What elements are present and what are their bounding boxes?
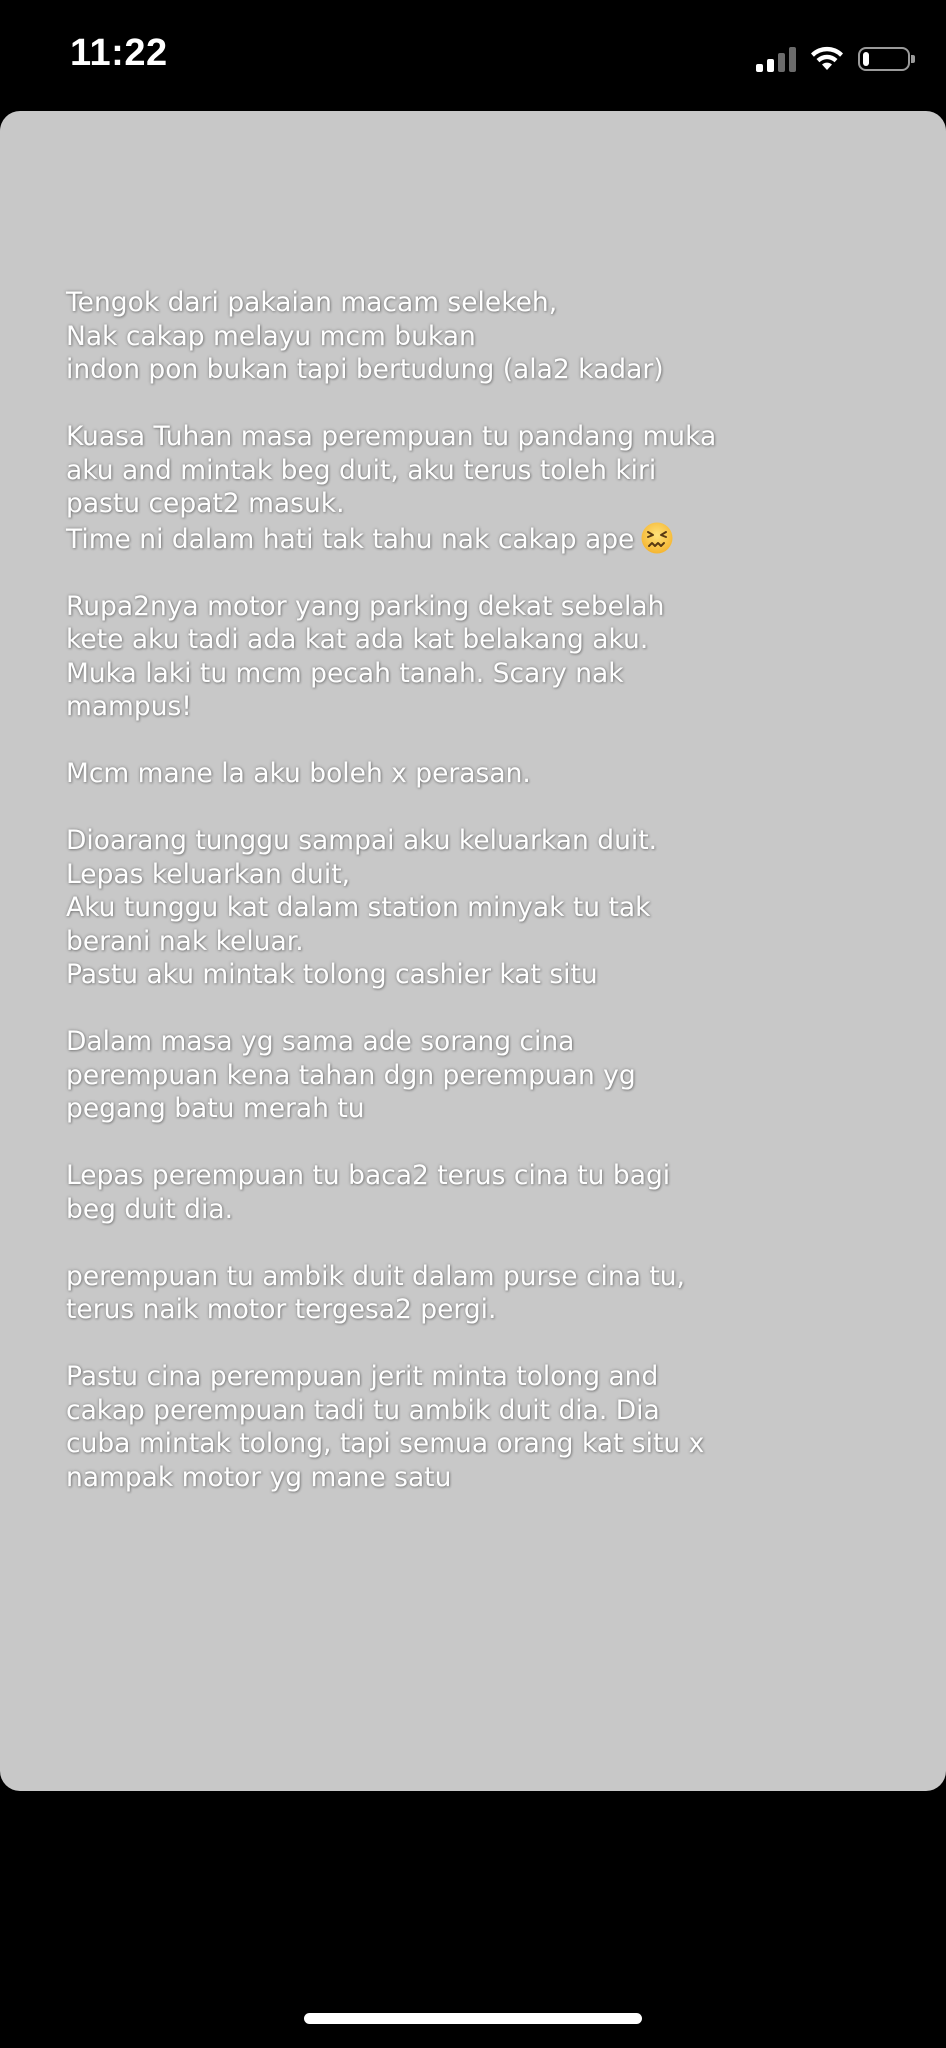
story-line: kete aku tadi ada kat ada kat belakang aku. [66,624,649,655]
story-paragraph [66,1360,906,1494]
story-line: Lepas keluarkan duit, [66,858,351,890]
story-paragraph [66,420,906,556]
status-bar [0,0,946,110]
story-paragraph [66,824,906,992]
story-paragraph [66,1159,906,1226]
story-line: Tengok dari pakaian macam selekeh, [66,287,558,318]
story-line: terus naik motor tergesa2 pergi. [66,1294,497,1325]
story-line: Lepas perempuan tu baca2 terus cina tu bagi [66,1160,671,1191]
story-line: Pastu aku mintak tolong cashier kat situ [66,959,598,990]
story-paragraph [66,590,906,724]
story-line: aku and mintak beg duit, aku terus toleh kiri [66,454,657,486]
story-line: Dioarang tunggu sampai aku keluarkan duit. [66,825,658,856]
story-card[interactable] [0,111,946,1791]
story-line: Muka laki tu mcm pecah tanah. Scary nak [66,657,624,689]
confounded-face-emoji-icon [640,521,674,555]
story-line: Nak cakap melayu mcm bukan [66,320,476,352]
story-line: pastu cepat2 masuk. [66,488,345,519]
story-paragraph [66,757,906,791]
battery-level-fill [863,52,869,66]
story-line: berani nak keluar. [66,925,304,957]
story-paragraph [66,286,906,387]
story-line: nampak motor yg mane satu [66,1461,452,1493]
story-line: cuba mintak tolong, tapi semua orang kat situ x [66,1428,705,1459]
story-line: perempuan tu ambik duit dalam purse cina tu, [66,1260,685,1292]
story-text [66,286,906,1494]
story-line: pegang batu merah tu [66,1093,365,1124]
story-line: cakap perempuan tadi tu ambik duit dia. Dia [66,1394,660,1426]
story-paragraph [66,1025,906,1126]
story-line: Pastu cina perempuan jerit minta tolong and [66,1361,659,1392]
story-paragraph [66,1260,906,1327]
story-line-with-emoji [66,521,906,557]
wifi-icon [810,46,844,72]
story-line: indon pon bukan tapi bertudung (ala2 kadar) [66,354,664,385]
battery-icon [858,47,910,71]
story-line: Mcm mane la aku boleh x perasan. [66,758,531,789]
story-line: Kuasa Tuhan masa perempuan tu pandang muka [66,421,717,452]
cellular-signal-icon [756,46,796,72]
story-line: Aku tunggu kat dalam station minyak tu tak [66,892,651,923]
story-line: Time ni dalam hati tak tahu nak cakap ape [66,523,635,555]
story-line: mampus! [66,691,192,722]
story-line: Rupa2nya motor yang parking dekat sebelah [66,590,665,622]
home-indicator[interactable] [304,2013,642,2024]
story-line: perempuan kena tahan dgn perempuan yg [66,1059,636,1091]
status-time: 11:22 [70,32,168,74]
story-line: Dalam masa yg sama ade sorang cina [66,1026,575,1057]
status-icons [756,42,910,76]
story-line: beg duit dia. [66,1193,234,1225]
